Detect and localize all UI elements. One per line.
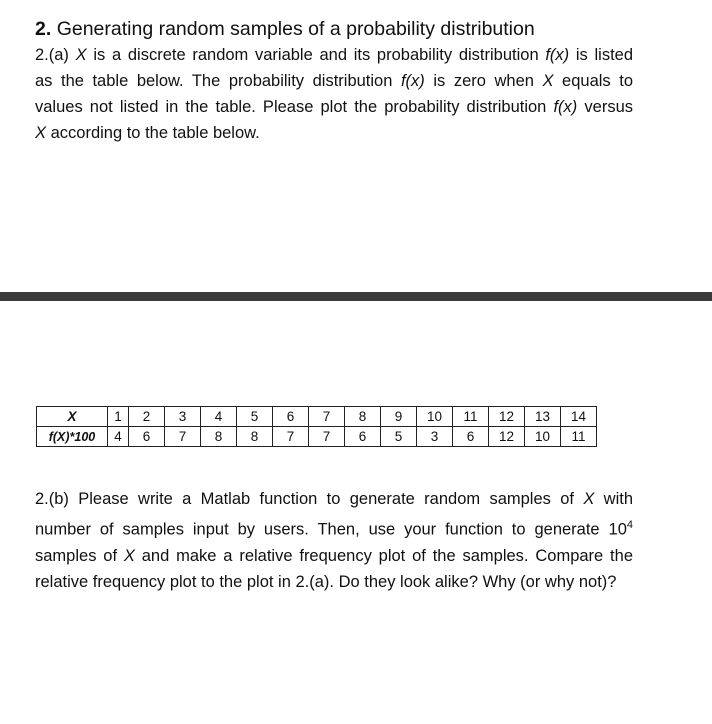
table-cell: 6 <box>345 427 381 447</box>
table-cell: 7 <box>273 427 309 447</box>
table-cell: 12 <box>489 427 525 447</box>
part-a-line: values not listed in the table. Please plot the probability distribution f(x) versus <box>35 98 634 116</box>
table-cell: 10 <box>525 427 561 447</box>
table-cell: 11 <box>561 427 597 447</box>
part-a-line: as the table below. The probability distribution f(x) is zero when X equals to <box>35 72 633 90</box>
table-cell: 7 <box>309 407 345 427</box>
row-label-f: f(X)*100 <box>37 427 108 447</box>
table-cell: 1 <box>108 407 129 427</box>
table-cell: 4 <box>108 427 129 447</box>
part-b-paragraph <box>35 486 633 595</box>
table-cell: 8 <box>201 427 237 447</box>
distribution-table <box>36 406 597 447</box>
part-a-line: 2.(a) X is a discrete random variable and its probability distribution f(x) is listed <box>35 46 633 64</box>
table-cell: 2 <box>129 407 165 427</box>
exponent: 4 <box>626 519 633 531</box>
section-number: 2. <box>35 18 52 40</box>
table-cell: 8 <box>345 407 381 427</box>
part-b-line: samples of X and make a relative frequency plot of the samples. Compare the <box>35 546 633 565</box>
row-label-x: X <box>37 407 108 427</box>
table-cell: 6 <box>273 407 309 427</box>
table-cell: 7 <box>165 427 201 447</box>
part-a-line: X according to the table below. <box>35 124 260 142</box>
part-b-line: relative frequency plot to the plot in 2.(a). Do they look alike? Why (or why not)? <box>35 572 617 591</box>
table-row-f <box>37 427 597 447</box>
table-row-x <box>37 407 597 427</box>
section-divider <box>0 292 712 301</box>
table-cell: 5 <box>381 427 417 447</box>
table-cell: 10 <box>417 407 453 427</box>
part-b-line: 2.(b) Please write a Matlab function to generate random samples of X with <box>35 490 633 508</box>
section-heading <box>35 17 535 41</box>
table-cell: 3 <box>165 407 201 427</box>
table-cell: 5 <box>237 407 273 427</box>
table-cell: 3 <box>417 427 453 447</box>
table-cell: 14 <box>561 407 597 427</box>
table-cell: 8 <box>237 427 273 447</box>
table-cell: 6 <box>453 427 489 447</box>
section-title: Generating random samples of a probability distribution <box>56 18 535 40</box>
part-b-line: number of samples input by users. Then, use your function to generate $10^4$ <box>35 519 633 539</box>
part-a-paragraph <box>35 42 633 146</box>
table-cell: 13 <box>525 407 561 427</box>
table-cell: 11 <box>453 407 489 427</box>
table-cell: 6 <box>129 427 165 447</box>
table-cell: 7 <box>309 427 345 447</box>
table-cell: 9 <box>381 407 417 427</box>
table-cell: 12 <box>489 407 525 427</box>
table-cell: 4 <box>201 407 237 427</box>
